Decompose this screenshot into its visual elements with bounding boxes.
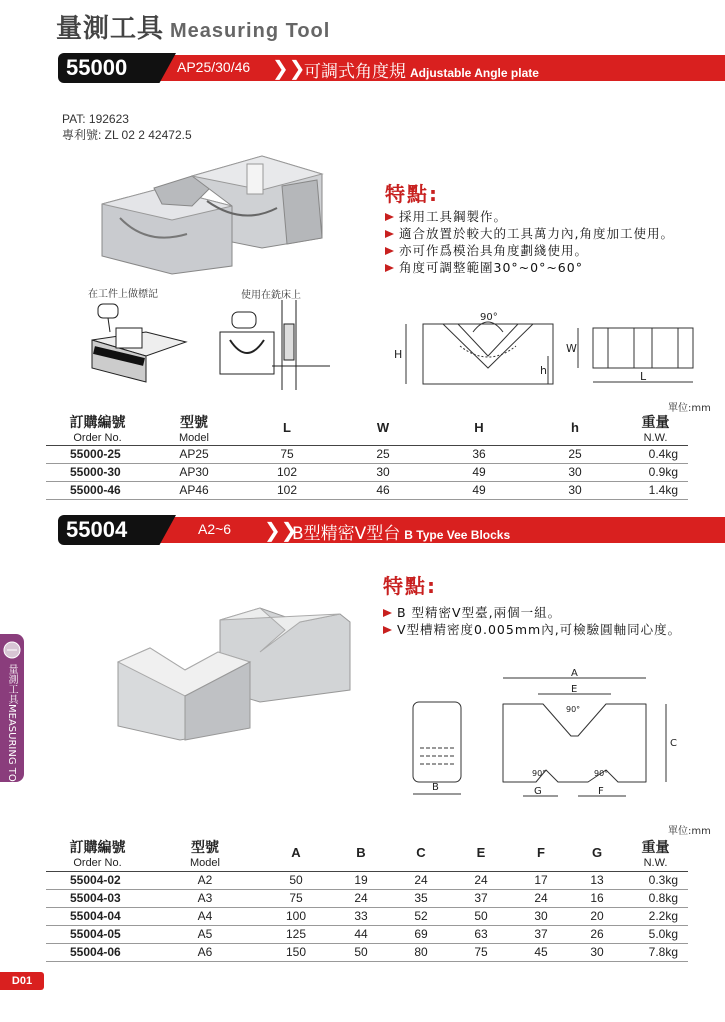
dim-E: E — [571, 684, 578, 695]
cell-G: 13 — [571, 871, 623, 889]
table-row — [46, 925, 688, 943]
cell-E: 24 — [451, 871, 511, 889]
patent-number-cn: 專利號: ZL 02 2 42472.5 — [62, 128, 192, 142]
chevron-icon: ❯❯ — [272, 56, 306, 80]
angle-label: 90° — [480, 312, 498, 323]
col-A: A — [261, 835, 331, 871]
cell-F: 37 — [511, 925, 571, 943]
col-B: B — [331, 835, 391, 871]
section-header-55000 — [0, 53, 725, 83]
cell-A: 150 — [261, 943, 331, 961]
model-range: AP25/30/46 — [177, 59, 251, 75]
spec-table-55004 — [46, 835, 688, 962]
cell-B: 44 — [331, 925, 391, 943]
cell-G: 20 — [571, 907, 623, 925]
col-L: L — [239, 411, 335, 445]
patent-number: PAT: 192623 — [62, 112, 129, 126]
page-number: D01 — [0, 972, 44, 990]
cell-W: 25 — [335, 445, 431, 463]
dim-h: h — [540, 364, 547, 377]
features-list — [383, 604, 681, 638]
table-row — [46, 463, 688, 481]
table-row — [46, 907, 688, 925]
cell-B: 33 — [331, 907, 391, 925]
feature-item: B 型精密V型臺,兩個一組。 — [383, 604, 681, 621]
cell-h: 25 — [527, 445, 623, 463]
cell-E: 50 — [451, 907, 511, 925]
cell-L: 102 — [239, 463, 335, 481]
dim-B: B — [432, 782, 439, 793]
cell-order: 55000-46 — [46, 481, 149, 499]
cell-W: 46 — [335, 481, 431, 499]
cell-G: 16 — [571, 889, 623, 907]
cell-model: A6 — [149, 943, 261, 961]
product-name-zh: B型精密V型台 — [292, 524, 401, 544]
cell-order: 55004-04 — [46, 907, 149, 925]
col-W: W — [335, 411, 431, 445]
cell-order: 55004-02 — [46, 871, 149, 889]
col-weight: 重量 N.W. — [623, 411, 688, 445]
cell-weight: 1.4kg — [623, 481, 688, 499]
feature-item: 適合放置於較大的工具萬力內,角度加工使用。 — [385, 225, 674, 242]
product-code: 55000 — [66, 55, 128, 80]
dim-C: C — [670, 738, 677, 749]
cell-E: 37 — [451, 889, 511, 907]
angle-plate-diagram — [388, 306, 708, 406]
cell-C: 35 — [391, 889, 451, 907]
caliper-icon — [2, 640, 22, 660]
unit-label: 單位:mm — [668, 403, 711, 414]
col-C: C — [391, 835, 451, 871]
cell-H: 36 — [431, 445, 527, 463]
cell-order: 55000-25 — [46, 445, 149, 463]
cell-C: 80 — [391, 943, 451, 961]
dim-G: G — [534, 786, 542, 797]
col-model: 型號 Model — [149, 411, 239, 445]
angle-g-label: 90° — [532, 769, 547, 778]
cell-B: 24 — [331, 889, 391, 907]
product-name — [292, 519, 510, 544]
table-row — [46, 445, 688, 463]
page-title — [56, 8, 330, 45]
cell-B: 19 — [331, 871, 391, 889]
cell-order: 55004-03 — [46, 889, 149, 907]
cell-E: 63 — [451, 925, 511, 943]
col-E: E — [451, 835, 511, 871]
cell-A: 125 — [261, 925, 331, 943]
dim-F: F — [598, 786, 604, 797]
table-header-row — [46, 411, 688, 445]
angle-plate-photo — [92, 146, 332, 276]
table-header-row — [46, 835, 688, 871]
vee-block-diagram — [408, 664, 678, 800]
page-title-zh: 量測工具 — [56, 14, 165, 44]
cell-weight: 7.8kg — [623, 943, 688, 961]
marking-illustration — [86, 300, 196, 386]
col-h: h — [527, 411, 623, 445]
cell-C: 69 — [391, 925, 451, 943]
feature-item: 角度可調整範圍30°~0°~60° — [385, 259, 674, 276]
cell-W: 30 — [335, 463, 431, 481]
caption-milling: 使用在銑床上 — [241, 290, 301, 301]
cell-weight: 0.4kg — [623, 445, 688, 463]
product-name-en: B Type Vee Blocks — [404, 528, 511, 542]
cell-weight: 0.3kg — [623, 871, 688, 889]
angle-top-label: 90° — [566, 705, 581, 714]
col-model: 型號 Model — [149, 835, 261, 871]
cell-H: 49 — [431, 463, 527, 481]
cell-weight: 2.2kg — [623, 907, 688, 925]
unit-label: 單位:mm — [668, 826, 711, 837]
cell-E: 75 — [451, 943, 511, 961]
cell-weight: 5.0kg — [623, 925, 688, 943]
cell-F: 24 — [511, 889, 571, 907]
cell-model: A3 — [149, 889, 261, 907]
table-row — [46, 481, 688, 499]
cell-L: 75 — [239, 445, 335, 463]
features-list — [385, 208, 674, 276]
cell-h: 30 — [527, 463, 623, 481]
col-weight: 重量 N.W. — [623, 835, 688, 871]
product-code: 55004 — [66, 517, 128, 542]
feature-item: 採用工具鋼製作。 — [385, 208, 674, 225]
table-row — [46, 943, 688, 961]
model-range: A2~6 — [198, 521, 232, 537]
feature-item: 亦可作爲模治具角度劃綫使用。 — [385, 242, 674, 259]
cell-G: 26 — [571, 925, 623, 943]
spec-table-55000 — [46, 411, 688, 500]
col-order: 訂購編號 Order No. — [46, 835, 149, 871]
cell-model: A2 — [149, 871, 261, 889]
cell-H: 49 — [431, 481, 527, 499]
cell-model: A5 — [149, 925, 261, 943]
cell-L: 102 — [239, 481, 335, 499]
cell-weight: 0.9kg — [623, 463, 688, 481]
col-H: H — [431, 411, 527, 445]
dim-H: H — [394, 348, 403, 361]
features-title: 特點: — [383, 574, 437, 598]
page-title-en: Measuring Tool — [170, 20, 331, 42]
milling-illustration — [212, 300, 332, 390]
cell-order: 55004-06 — [46, 943, 149, 961]
table-row — [46, 889, 688, 907]
cell-C: 24 — [391, 871, 451, 889]
cell-model: AP30 — [149, 463, 239, 481]
table-row — [46, 871, 688, 889]
cell-model: A4 — [149, 907, 261, 925]
dim-L: L — [640, 370, 647, 383]
dim-W: W — [566, 342, 577, 355]
side-tab-label-zh: 量測工具 — [6, 664, 17, 704]
cell-A: 50 — [261, 871, 331, 889]
col-G: G — [571, 835, 623, 871]
cell-A: 100 — [261, 907, 331, 925]
col-order: 訂購編號 Order No. — [46, 411, 149, 445]
product-name-en: Adjustable Angle plate — [410, 66, 539, 80]
cell-C: 52 — [391, 907, 451, 925]
feature-item: V型槽精密度0.005mm內,可檢驗圓軸同心度。 — [383, 621, 681, 638]
cell-F: 45 — [511, 943, 571, 961]
product-name — [304, 57, 539, 82]
cell-B: 50 — [331, 943, 391, 961]
caption-marking: 在工件上做標記 — [88, 289, 158, 300]
vee-block-photo — [110, 600, 360, 750]
cell-model: AP25 — [149, 445, 239, 463]
chevron-icon: ❯❯ — [264, 518, 298, 542]
cell-weight: 0.8kg — [623, 889, 688, 907]
cell-h: 30 — [527, 481, 623, 499]
product-name-zh: 可調式角度規 — [304, 62, 406, 82]
col-F: F — [511, 835, 571, 871]
side-tab-label — [6, 664, 17, 795]
cell-order: 55004-05 — [46, 925, 149, 943]
cell-F: 30 — [511, 907, 571, 925]
dim-A: A — [571, 668, 578, 679]
section-header-55004 — [0, 515, 725, 545]
cell-model: AP46 — [149, 481, 239, 499]
cell-order: 55000-30 — [46, 463, 149, 481]
side-tab-label-en: MEASURING TOOL — [6, 704, 17, 796]
angle-f-label: 90° — [594, 769, 609, 778]
features-title: 特點: — [385, 182, 439, 206]
cell-F: 17 — [511, 871, 571, 889]
cell-G: 30 — [571, 943, 623, 961]
cell-A: 75 — [261, 889, 331, 907]
